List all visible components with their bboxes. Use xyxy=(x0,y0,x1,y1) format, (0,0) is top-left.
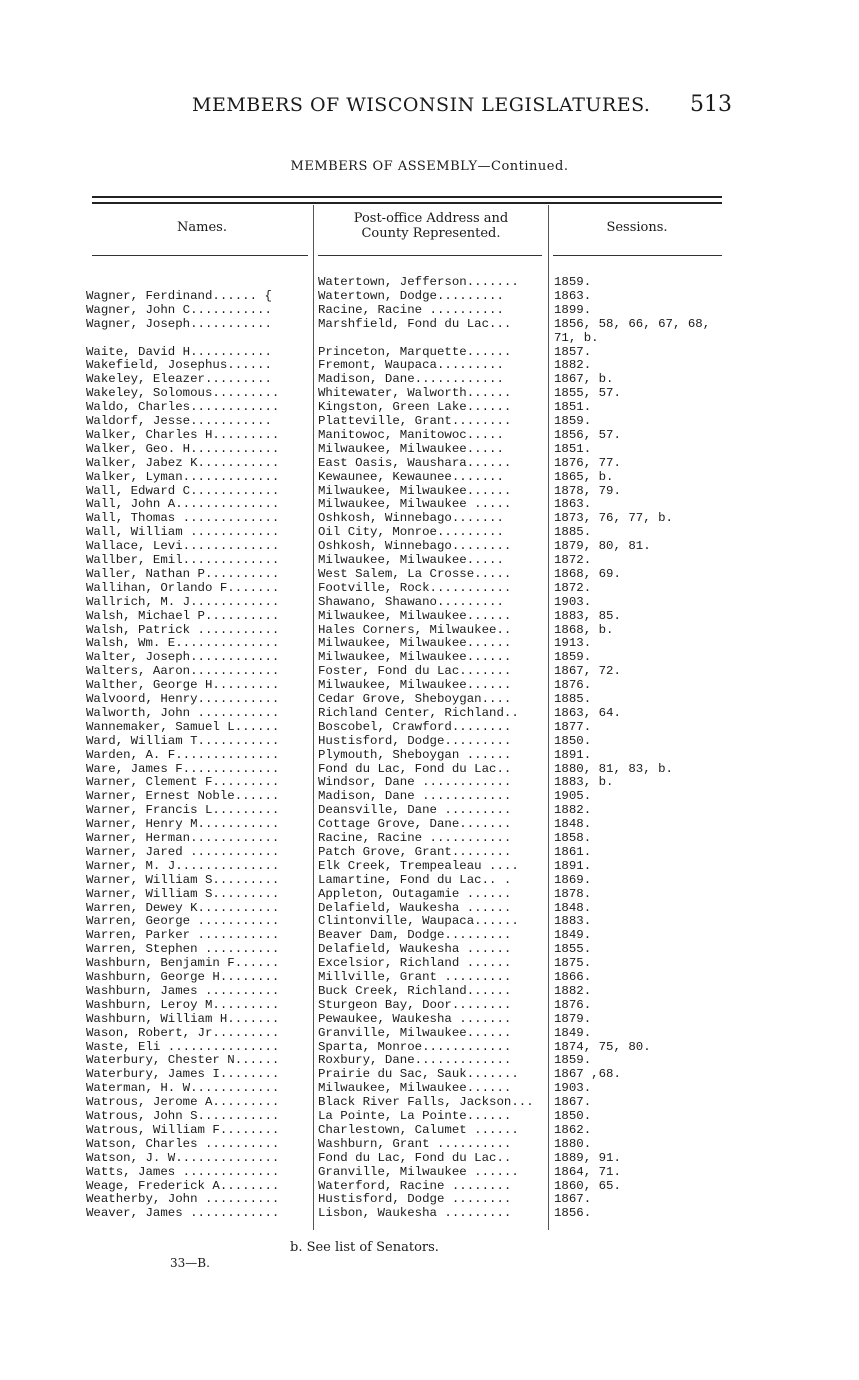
table-row xyxy=(0,553,859,567)
table-top-rule xyxy=(92,196,722,198)
member-sessions: 1860, 65. xyxy=(554,1178,621,1193)
running-title: MEMBERS OF WISCONSIN LEGISLATURES. xyxy=(192,94,651,116)
member-sessions: 1883, 85. xyxy=(554,608,621,623)
table-row xyxy=(0,970,859,984)
member-name: Weaver, James ............ xyxy=(86,1206,280,1221)
member-name: Walker, Lyman............. xyxy=(86,469,280,484)
member-sessions: 1857. xyxy=(554,344,592,359)
member-address: Watertown, Dodge......... xyxy=(318,288,504,303)
table-row xyxy=(0,1165,859,1179)
member-name: Wason, Robert, Jr......... xyxy=(86,1025,280,1040)
member-name: Warner, M. J.............. xyxy=(86,858,280,873)
member-address: Millville, Grant ......... xyxy=(318,970,512,984)
member-address: Plymouth, Sheboygan ...... xyxy=(318,747,512,762)
table-row xyxy=(0,762,859,776)
member-address: East Oasis, Waushara...... xyxy=(318,455,512,470)
member-address: Madison, Dane ............ xyxy=(318,789,512,804)
member-address: Milwaukee, Milwaukee...... xyxy=(318,636,512,651)
member-name: Ware, James F............. xyxy=(86,761,280,776)
table-row xyxy=(0,275,859,289)
member-address: Kewaunee, Kewaunee....... xyxy=(318,469,504,484)
signature-mark: 33—B. xyxy=(170,1256,210,1270)
table-row xyxy=(0,303,859,317)
member-name: Washburn, James .......... xyxy=(86,983,280,998)
member-sessions: 1882. xyxy=(554,358,592,373)
member-address: Clintonville, Waupaca...... xyxy=(318,914,519,929)
table-row xyxy=(0,984,859,998)
footnote: b. See list of Senators. xyxy=(290,1240,439,1255)
table-row xyxy=(0,748,859,762)
member-sessions: 1874, 75, 80. xyxy=(554,1039,651,1054)
member-name: Warner, Clement F......... xyxy=(86,775,280,790)
table-top-rule-2 xyxy=(92,202,722,204)
member-address: Hales Corners, Milwaukee.. xyxy=(318,622,512,637)
member-address: Delafield, Waukesha ...... xyxy=(318,900,512,915)
member-name: Waterbury, James I........ xyxy=(86,1067,280,1082)
member-name: Walworth, John ........... xyxy=(86,705,280,720)
table-row xyxy=(0,914,859,928)
member-address: Sturgeon Bay, Door........ xyxy=(318,997,512,1012)
member-address: Platteville, Grant........ xyxy=(318,414,512,428)
table-row xyxy=(0,692,859,706)
member-sessions: 1876. xyxy=(554,997,592,1012)
member-sessions: 1848. xyxy=(554,817,592,832)
table-row xyxy=(0,456,859,470)
member-name: Washburn, William H....... xyxy=(86,1011,280,1026)
table-row xyxy=(0,623,859,637)
table-row xyxy=(0,1206,859,1220)
member-sessions: 1856, 57. xyxy=(554,427,621,442)
table-row xyxy=(0,581,859,595)
member-name: Watrous, Jerome A......... xyxy=(86,1095,280,1110)
table-row xyxy=(0,1095,859,1109)
member-sessions: 1873, 76, 77, b. xyxy=(554,511,673,526)
member-name: Waste, Eli ............... xyxy=(86,1039,280,1054)
member-address: Washburn, Grant .......... xyxy=(318,1136,512,1151)
table-row xyxy=(0,511,859,525)
member-name: Warner, Jared ............ xyxy=(86,844,280,859)
member-name: Wall, Edward C............ xyxy=(86,483,280,498)
member-name: Wall, William ............ xyxy=(86,525,280,540)
member-address: Madison, Dane............ xyxy=(318,372,504,387)
table-row xyxy=(0,831,859,845)
member-sessions: 1891. xyxy=(554,747,592,762)
member-name: Walsh, Michael P.......... xyxy=(86,608,280,623)
header-underline-names xyxy=(92,255,308,256)
member-sessions: 1848. xyxy=(554,900,592,915)
member-address: Oil City, Monroe......... xyxy=(318,525,504,540)
member-name: Walker, Charles H......... xyxy=(86,427,280,442)
member-address: Foster, Fond du Lac....... xyxy=(318,664,512,679)
member-address: Cedar Grove, Sheboygan.... xyxy=(318,692,512,706)
member-name: Weatherby, John .......... xyxy=(86,1192,280,1207)
member-sessions: 1868, b. xyxy=(554,622,614,637)
table-row xyxy=(0,887,859,901)
member-name: Warner, Henry M........... xyxy=(86,817,280,832)
table-row xyxy=(0,789,859,803)
member-name: Walker, Jabez K........... xyxy=(86,455,280,470)
member-name: Warner, Francis L......... xyxy=(86,803,280,818)
member-sessions: 1867 ,68. xyxy=(554,1067,621,1082)
member-sessions: 1859. xyxy=(554,1053,592,1068)
member-address: Shawano, Shawano......... xyxy=(318,594,504,609)
member-sessions: 1865, b. xyxy=(554,469,614,484)
table-row xyxy=(0,428,859,442)
member-sessions: 1899. xyxy=(554,302,592,317)
member-sessions: 1867, b. xyxy=(554,372,614,387)
member-address: Lisbon, Waukesha ......... xyxy=(318,1206,512,1221)
table-row xyxy=(0,289,859,303)
member-sessions: 1863. xyxy=(554,497,592,512)
member-name: Wallber, Emil............. xyxy=(86,553,280,567)
member-address: Manitowoc, Manitowoc..... xyxy=(318,427,504,442)
member-name: Wallrich, M. J............ xyxy=(86,594,280,609)
member-sessions: 1856. xyxy=(554,1206,592,1221)
member-name: Wakeley, Eleazer......... xyxy=(86,372,272,387)
member-address: Buck Creek, Richland...... xyxy=(318,983,512,998)
table-row xyxy=(0,442,859,456)
table-row xyxy=(0,484,859,498)
table-row xyxy=(0,775,859,789)
member-name: Walsh, Wm. E.............. xyxy=(86,636,280,651)
member-name: Walvoord, Henry........... xyxy=(86,692,280,706)
member-address: Charlestown, Calumet ...... xyxy=(318,1122,519,1137)
member-sessions: 1867. xyxy=(554,1192,592,1207)
table-row xyxy=(0,1053,859,1067)
member-address: Roxbury, Dane............. xyxy=(318,1053,512,1068)
member-address: Hustisford, Dodge......... xyxy=(318,733,512,748)
table-row xyxy=(0,1192,859,1206)
table-row xyxy=(0,372,859,386)
member-name: Washburn, Leroy M......... xyxy=(86,997,280,1012)
column-header-address-line2: County Represented. xyxy=(361,226,501,241)
member-address: Lamartine, Fond du Lac.. . xyxy=(318,872,512,887)
member-name: Watrous, John S........... xyxy=(86,1109,280,1123)
table-row xyxy=(0,1109,859,1123)
member-address: Prairie du Sac, Sauk....... xyxy=(318,1067,519,1082)
member-name: Wallihan, Orlando F....... xyxy=(86,580,280,595)
member-address: Waterford, Racine ........ xyxy=(318,1178,512,1193)
member-name: Walter, Joseph............ xyxy=(86,650,280,665)
table-row xyxy=(0,539,859,553)
member-sessions: 1867, 72. xyxy=(554,664,621,679)
table-row xyxy=(0,358,859,372)
table-row xyxy=(0,706,859,720)
member-sessions: 1885. xyxy=(554,692,592,706)
member-sessions: 1885. xyxy=(554,525,592,540)
member-sessions: 1849. xyxy=(554,928,592,943)
member-sessions: 1863, 64. xyxy=(554,705,621,720)
member-sessions: 1849. xyxy=(554,1025,592,1040)
column-header-address xyxy=(316,211,546,241)
table-row xyxy=(0,928,859,942)
table-row xyxy=(0,956,859,970)
table-row xyxy=(0,1040,859,1054)
member-name: Walker, Geo. H............ xyxy=(86,441,280,456)
table-row xyxy=(0,678,859,692)
member-name: Warner, William S......... xyxy=(86,872,280,887)
member-address: West Salem, La Crosse..... xyxy=(318,566,512,581)
member-name: Warren, George ........... xyxy=(86,914,280,929)
table-row xyxy=(0,636,859,650)
member-address: La Pointe, La Pointe...... xyxy=(318,1109,512,1123)
member-sessions: 1855. xyxy=(554,942,592,957)
table-row xyxy=(0,817,859,831)
member-name: Wakeley, Solomous......... xyxy=(86,386,280,401)
member-address: Oshkosh, Winnebago....... xyxy=(318,511,504,526)
member-address: Sparta, Monroe............ xyxy=(318,1039,512,1054)
member-address: Racine, Racine ........... xyxy=(318,831,512,845)
member-name: Wagner, John C........... xyxy=(86,302,272,317)
member-sessions: 1880, 81, 83, b. xyxy=(554,761,673,776)
member-address: Pewaukee, Waukesha ....... xyxy=(318,1011,512,1026)
table-row xyxy=(0,1151,859,1165)
member-name: Waller, Nathan P.......... xyxy=(86,566,280,581)
member-sessions: 1868, 69. xyxy=(554,566,621,581)
member-name: Washburn, Benjamin F...... xyxy=(86,956,280,971)
table-row xyxy=(0,720,859,734)
column-header-names: Names. xyxy=(177,220,227,235)
member-name: Waterman, H. W............ xyxy=(86,1081,280,1096)
member-name: Warner, Herman............ xyxy=(86,831,280,845)
member-sessions: 1866. xyxy=(554,970,592,984)
member-address: Milwaukee, Milwaukee...... xyxy=(318,678,512,693)
member-name: Weage, Frederick A........ xyxy=(86,1178,280,1193)
member-name: Waite, David H........... xyxy=(86,344,272,359)
member-address: Elk Creek, Trempealeau .... xyxy=(318,858,519,873)
member-address: Milwaukee, Milwaukee...... xyxy=(318,608,512,623)
table-row xyxy=(0,803,859,817)
table-row xyxy=(0,1123,859,1137)
member-name: Warren, Dewey K........... xyxy=(86,900,280,915)
member-address: Fremont, Waupaca......... xyxy=(318,358,504,373)
member-address: Hustisford, Dodge ........ xyxy=(318,1192,512,1207)
member-name: Warner, Ernest Noble...... xyxy=(86,789,280,804)
member-name: Waterbury, Chester N...... xyxy=(86,1053,280,1068)
member-address: Marshfield, Fond du Lac... xyxy=(318,316,512,331)
member-address: Deansville, Dane ......... xyxy=(318,803,512,818)
header-underline-sessions xyxy=(553,255,722,256)
member-sessions: 1859. xyxy=(554,650,592,665)
table-row xyxy=(0,1067,859,1081)
member-name: Wagner, Ferdinand...... { xyxy=(86,288,272,303)
member-name: Walther, George H......... xyxy=(86,678,280,693)
member-address: Fond du Lac, Fond du Lac.. xyxy=(318,761,512,776)
member-name: Waldorf, Jesse........... xyxy=(86,414,272,428)
table-row xyxy=(0,345,859,359)
member-sessions: 1876, 77. xyxy=(554,455,621,470)
member-name: Warren, Stephen .......... xyxy=(86,942,280,957)
member-sessions: 1850. xyxy=(554,733,592,748)
member-sessions: 1861. xyxy=(554,844,592,859)
table-row xyxy=(0,859,859,873)
member-address: Racine, Racine .......... xyxy=(318,302,504,317)
member-sessions: 1889, 91. xyxy=(554,1150,621,1165)
table-row xyxy=(0,1137,859,1151)
member-sessions: 1851. xyxy=(554,441,592,456)
table-row xyxy=(0,901,859,915)
table-row xyxy=(0,400,859,414)
table-row xyxy=(0,470,859,484)
member-sessions: 1863. xyxy=(554,288,592,303)
member-address: Oshkosh, Winnebago........ xyxy=(318,539,512,554)
section-subtitle: MEMBERS OF ASSEMBLY—Continued. xyxy=(290,159,569,174)
member-address: Cottage Grove, Dane....... xyxy=(318,817,512,832)
member-sessions: 1862. xyxy=(554,1122,592,1137)
member-sessions: 1905. xyxy=(554,789,592,804)
table-row xyxy=(0,734,859,748)
table-row xyxy=(0,650,859,664)
member-name: Wall, John A.............. xyxy=(86,497,280,512)
member-sessions: 1878. xyxy=(554,886,592,901)
member-address: Whitewater, Walworth...... xyxy=(318,386,512,401)
member-sessions: 1872. xyxy=(554,580,592,595)
member-name: Walters, Aaron............ xyxy=(86,664,280,679)
table-row xyxy=(0,1026,859,1040)
member-sessions: 1913. xyxy=(554,636,592,651)
member-address: Watertown, Jefferson....... xyxy=(318,275,519,289)
member-address: Fond du Lac, Fond du Lac.. xyxy=(318,1150,512,1165)
member-address: Richland Center, Richland.. xyxy=(318,705,519,720)
member-address: Footville, Rock........... xyxy=(318,580,512,595)
member-address: Excelsior, Richland ...... xyxy=(318,956,512,971)
member-name: Warren, Parker ........... xyxy=(86,928,280,943)
member-sessions: 1882. xyxy=(554,983,592,998)
member-sessions: 1879. xyxy=(554,1011,592,1026)
page-header xyxy=(0,94,859,124)
member-sessions: 1875. xyxy=(554,956,592,971)
table-row xyxy=(0,386,859,400)
member-address: Milwaukee, Milwaukee..... xyxy=(318,441,504,456)
member-sessions: 1855, 57. xyxy=(554,386,621,401)
member-sessions: 1903. xyxy=(554,1081,592,1096)
member-sessions: 1903. xyxy=(554,594,592,609)
member-sessions: 71, b. xyxy=(554,330,599,345)
member-address: Milwaukee, Milwaukee...... xyxy=(318,483,512,498)
member-address: Milwaukee, Milwaukee ..... xyxy=(318,497,512,512)
member-name: Warden, A. F.............. xyxy=(86,747,280,762)
member-address: Granville, Milwaukee ...... xyxy=(318,1164,519,1179)
member-sessions: 1876. xyxy=(554,678,592,693)
member-address: Boscobel, Crawford........ xyxy=(318,719,512,734)
member-address: Windsor, Dane ............ xyxy=(318,775,512,790)
member-name: Watrous, William F........ xyxy=(86,1122,280,1137)
member-name: Wannemaker, Samuel L...... xyxy=(86,719,280,734)
member-sessions: 1858. xyxy=(554,831,592,845)
member-name: Watts, James ............. xyxy=(86,1164,280,1179)
column-header-address-line1: Post-office Address and xyxy=(353,211,509,226)
member-name: Walsh, Patrick ........... xyxy=(86,622,280,637)
member-name: Ward, William T........... xyxy=(86,733,280,748)
member-name: Wallace, Levi............. xyxy=(86,539,280,554)
member-address: Milwaukee, Milwaukee...... xyxy=(318,1081,512,1096)
member-name: Wakefield, Josephus...... xyxy=(86,358,272,373)
member-sessions: 1856, 58, 66, 67, 68, xyxy=(554,316,711,331)
member-sessions: 1877. xyxy=(554,719,592,734)
member-sessions: 1851. xyxy=(554,400,592,415)
member-sessions: 1872. xyxy=(554,553,592,567)
member-sessions: 1864, 71. xyxy=(554,1164,621,1179)
member-sessions: 1850. xyxy=(554,1109,592,1123)
member-sessions: 1869. xyxy=(554,872,592,887)
table-row xyxy=(0,595,859,609)
table-row xyxy=(0,497,859,511)
member-address: Kingston, Green Lake...... xyxy=(318,400,512,415)
table-row xyxy=(0,942,859,956)
member-sessions: 1882. xyxy=(554,803,592,818)
header-underline-address xyxy=(318,255,542,256)
member-name: Warner, William S......... xyxy=(86,886,280,901)
member-sessions: 1878, 79. xyxy=(554,483,621,498)
table-row xyxy=(0,998,859,1012)
member-sessions: 1867. xyxy=(554,1095,592,1110)
table-row xyxy=(0,331,859,345)
member-name: Waldo, Charles............ xyxy=(86,400,280,415)
table-row xyxy=(0,609,859,623)
member-sessions: 1880. xyxy=(554,1136,592,1151)
member-address: Granville, Milwaukee...... xyxy=(318,1025,512,1040)
column-header-sessions: Sessions. xyxy=(606,220,668,235)
member-address: Princeton, Marquette...... xyxy=(318,344,512,359)
table-row xyxy=(0,525,859,539)
member-sessions: 1883, b. xyxy=(554,775,614,790)
member-name: Wagner, Joseph........... xyxy=(86,316,272,331)
table-row xyxy=(0,845,859,859)
member-address: Milwaukee, Milwaukee..... xyxy=(318,553,504,567)
member-sessions: 1891. xyxy=(554,858,592,873)
table-row xyxy=(0,317,859,331)
member-address: Milwaukee, Milwaukee...... xyxy=(318,650,512,665)
member-sessions: 1859. xyxy=(554,275,592,289)
member-address: Black River Falls, Jackson... xyxy=(318,1095,534,1110)
table-row xyxy=(0,1012,859,1026)
table-row xyxy=(0,1081,859,1095)
member-sessions: 1879, 80, 81. xyxy=(554,539,651,554)
member-name: Watson, Charles .......... xyxy=(86,1136,280,1151)
table-row xyxy=(0,873,859,887)
table-row xyxy=(0,567,859,581)
member-sessions: 1859. xyxy=(554,414,592,428)
page-number: 513 xyxy=(690,92,732,117)
member-address: Delafield, Waukesha ...... xyxy=(318,942,512,957)
table-row xyxy=(0,1179,859,1193)
member-name: Watson, J. W.............. xyxy=(86,1150,280,1165)
member-sessions: 1883. xyxy=(554,914,592,929)
member-address: Patch Grove, Grant........ xyxy=(318,844,512,859)
member-name: Wall, Thomas ............. xyxy=(86,511,280,526)
member-address: Beaver Dam, Dodge......... xyxy=(318,928,512,943)
table-row xyxy=(0,414,859,428)
member-address: Appleton, Outagamie ...... xyxy=(318,886,512,901)
member-name: Washburn, George H........ xyxy=(86,970,280,984)
table-row xyxy=(0,664,859,678)
